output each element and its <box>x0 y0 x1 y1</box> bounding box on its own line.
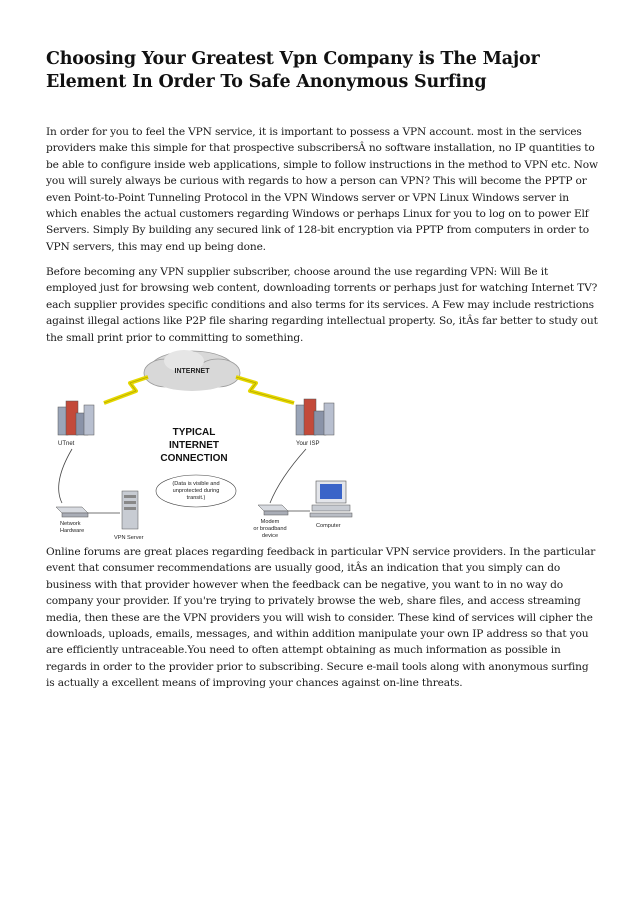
isp-building-icon <box>296 399 334 435</box>
document-title: Choosing Your Greatest Vpn Company is The Major Element In Order To Safe Anonymous Surfing <box>46 49 540 92</box>
note-line-3: transit.) <box>186 495 206 501</box>
paragraph-2: Before becoming any VPN supplier subscriber, choose around the use regarding VPN: Will Be it employed just for browsing web content, downloading torrents or perhaps just for watching Internet TV? each supplier provides specific conditions and also terms for its services. A Few may include restrictions against illegal actions like P2P file sharing regarding intellectual property. So, itÂs far better to study out the small print prior to committing to something. <box>46 266 598 344</box>
modem-line-2: or broadband <box>253 526 287 532</box>
lightning-bolt-icon <box>104 377 148 403</box>
modem-icon <box>258 505 288 515</box>
vpn-server-icon <box>122 491 138 529</box>
internet-label: INTERNET <box>174 368 210 375</box>
connection-line <box>270 449 306 503</box>
isp-label: Your ISP <box>296 441 320 447</box>
diagram-heading-line-2: INTERNET <box>169 440 219 451</box>
paragraph-1: In order for you to feel the VPN service, it is important to possess a VPN account. most in the services providers make this simple for that prospective subscribersÂ no software installation, no IP quantities to be able to configure inside web applications, simple to follow instructions in the method to VPN etc. Now you will surely always be curious with regards to how a person can VPN? This will become the PPTP or even Point-to-Point Tunneling Protocol in the VPN Windows server or VPN Linux Windows server in which enables the actual customers regarding Windows or perhaps Linux for you to log on to power Elf Servers. Simply By building any secured link of 128-bit encryption via PPTP from computers in order to VPN servers, this may end up being done. <box>46 126 598 253</box>
network-diagram-svg <box>44 343 364 543</box>
utnet-label: UTnet <box>58 441 75 447</box>
vpn-server-label: VPN Server <box>114 535 144 541</box>
network-hardware-icon <box>56 507 88 517</box>
computer-label: Computer <box>316 523 341 529</box>
computer-icon <box>310 481 352 517</box>
network-hardware-line-2: Hardware <box>60 528 85 534</box>
network-diagram <box>44 343 364 543</box>
modem-line-1: Modem <box>260 519 280 525</box>
connection-line <box>59 449 72 503</box>
paragraph-3: Online forums are great places regarding feedback in particular VPN service providers. In the particular event that consumer recommendations are usually good, itÂs an indication that you simply can do business with that provider however when the feedback can be negative, you want to in no way do company your provider. If you're trying to privately browse the web, share files, and access streaming media, then these are the VPN providers you will wish to consider. These kind of services will cipher the downloads, uploads, emails, messages, and within addition manipulate your own IP address so that you are efficiently untraceable.You need to often attempt obtaining as much information as possible in regards in order to the provider prior to subscribing. Secure e-mail tools along with anonymous surfing is actually a excellent means of improving your chances against on-line threats. <box>46 546 596 690</box>
note-line-1: (Data is visible and <box>172 481 220 487</box>
lightning-bolt-icon <box>236 377 294 403</box>
diagram-heading-line-1: TYPICAL <box>172 427 216 438</box>
network-hardware-line-1: Network <box>60 521 81 527</box>
note-line-2: unprotected during <box>172 488 220 494</box>
diagram-heading-line-3: CONNECTION <box>160 453 228 464</box>
utnet-building-icon <box>58 401 94 435</box>
modem-line-3: device <box>261 533 279 539</box>
